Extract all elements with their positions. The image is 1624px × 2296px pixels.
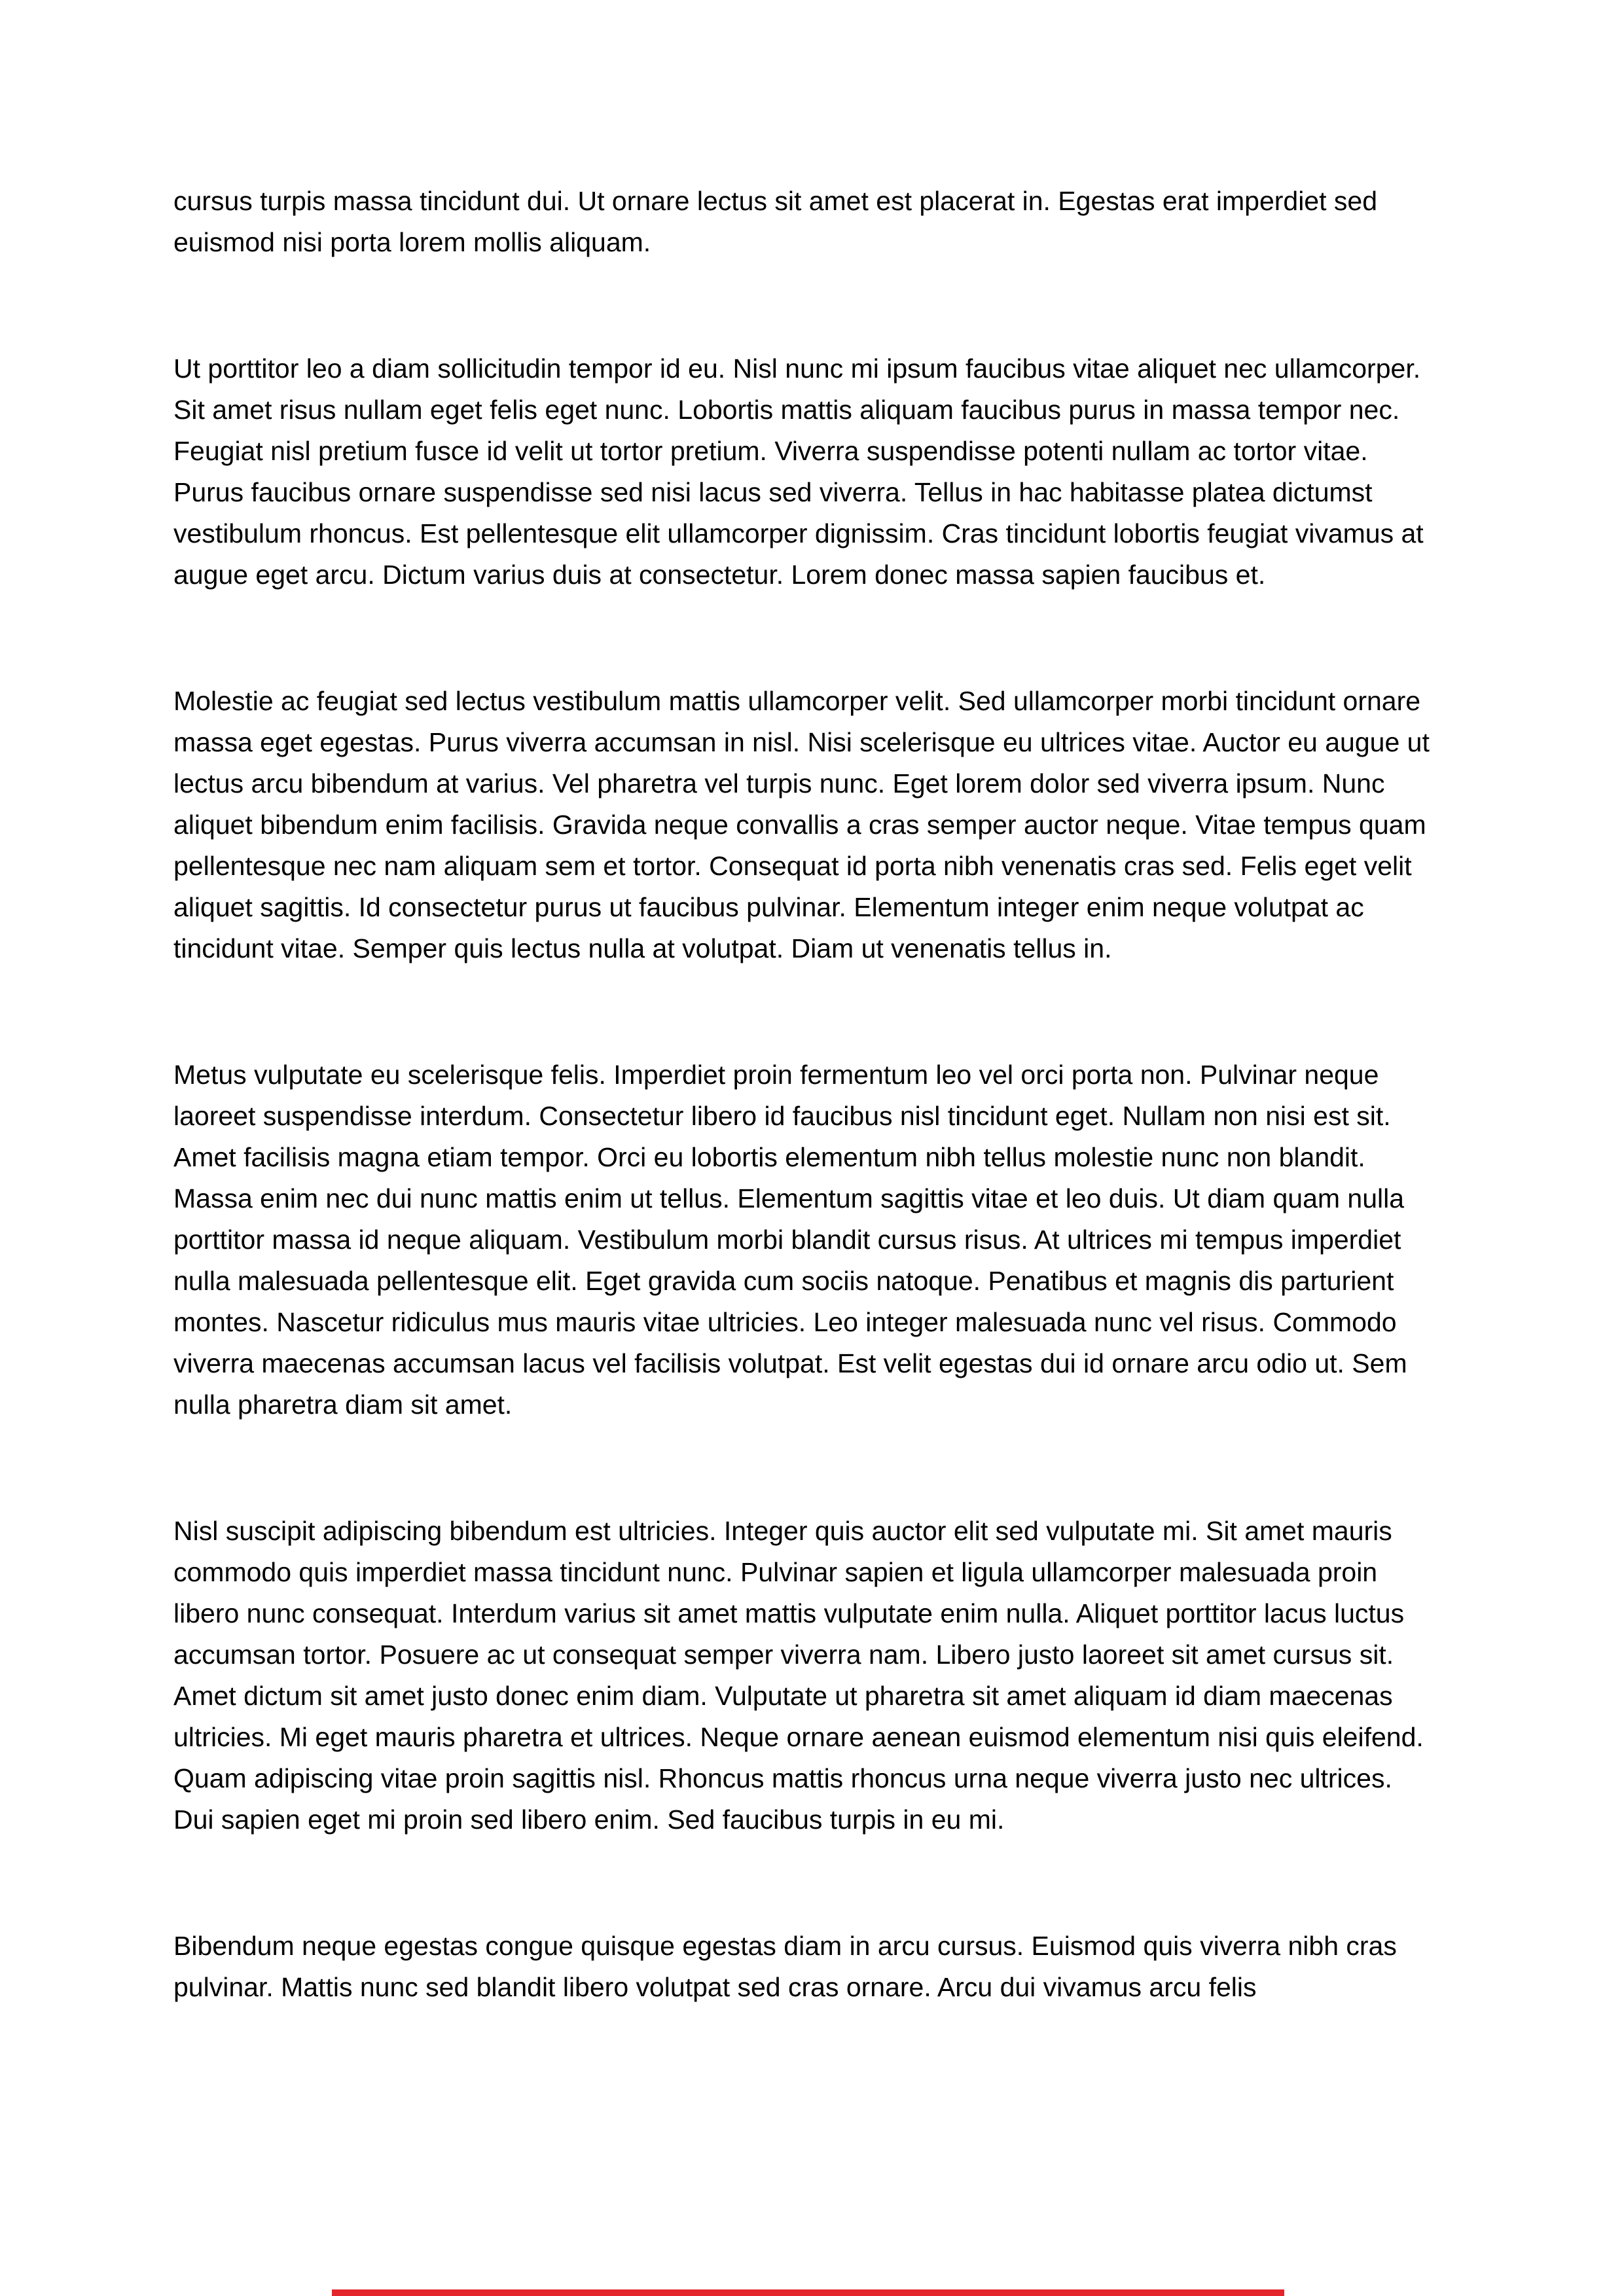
paragraph: Molestie ac feugiat sed lectus vestibulum mattis ullamcorper velit. Sed ullamcorper morbi tincidunt ornare massa eget egestas. Purus viverra accumsan in nisl. Nisi scelerisque eu ultrices vitae. Auctor eu augue ut lectus arcu bibendum at varius. Vel pharetra vel turpis nunc. Eget lorem dolor sed viverra ipsum. Nunc aliquet bibendum enim facilisis. Gravida neque convallis a cras semper auctor neque. Vitae tempus quam pellentesque nec nam aliquam sem et tortor. Consequat id porta nibh venenatis cras sed. Felis eget velit aliquet sagittis. Id consectetur purus ut faucibus pulvinar. Elementum integer enim neque volutpat ac tincidunt vitae. Semper quis lectus nulla at volutpat. Diam ut venenatis tellus in. (173, 686, 1430, 963)
paragraph: Nisl suscipit adipiscing bibendum est ultricies. Integer quis auctor elit sed vulputate mi. Sit amet mauris commodo quis imperdiet massa tincidunt nunc. Pulvinar sapien et ligula ullamcorper malesuada proin libero nunc consequat. Interdum varius sit amet mattis vulputate enim nulla. Aliquet porttitor lacus luctus accumsan tortor. Posuere ac ut consequat semper viverra nam. Libero justo laoreet sit amet cursus sit. Amet dictum sit amet justo donec enim diam. Vulputate ut pharetra sit amet aliquam id diam maecenas ultricies. Mi eget mauris pharetra et ultrices. Neque ornare aenean euismod elementum nisi quis eleifend. Quam adipiscing vitae proin sagittis nisl. Rhoncus mattis rhoncus urna neque viverra justo nec ultrices. Dui sapien eget mi proin sed libero enim. Sed faucibus turpis in eu mi. (173, 1516, 1424, 1835)
paragraph: cursus turpis massa tincidunt dui. Ut ornare lectus sit amet est placerat in. Egestas erat imperdiet sed euismod nisi porta lorem mollis aliquam. (173, 186, 1377, 257)
paragraph: Bibendum neque egestas congue quisque egestas diam in arcu cursus. Euismod quis viverra nibh cras pulvinar. Mattis nunc sed blandit libero volutpat sed cras ornare. Arcu dui vivamus arcu felis (173, 1931, 1397, 2002)
bottom-red-accent-bar (332, 2289, 1284, 2296)
text-body (173, 181, 1434, 2008)
paragraph: Ut porttitor leo a diam sollicitudin tempor id eu. Nisl nunc mi ipsum faucibus vitae aliquet nec ullamcorper. Sit amet risus nullam eget felis eget nunc. Lobortis mattis aliquam faucibus purus in massa tempor nec. Feugiat nisl pretium fusce id velit ut tortor pretium. Viverra suspendisse potenti nullam ac tortor vitae. Purus faucibus ornare suspendisse sed nisi lacus sed viverra. Tellus in hac habitasse platea dictumst vestibulum rhoncus. Est pellentesque elit ullamcorper dignissim. Cras tincidunt lobortis feugiat vivamus at augue eget arcu. Dictum varius duis at consectetur. Lorem donec massa sapien faucibus et. (173, 353, 1424, 590)
paragraph: Metus vulputate eu scelerisque felis. Imperdiet proin fermentum leo vel orci porta non. Pulvinar neque laoreet suspendisse interdum. Consectetur libero id faucibus nisl tincidunt eget. Nullam non nisi est sit. Amet facilisis magna etiam tempor. Orci eu lobortis elementum nibh tellus molestie nunc non blandit. Massa enim nec dui nunc mattis enim ut tellus. Elementum sagittis vitae et leo duis. Ut diam quam nulla porttitor massa id neque aliquam. Vestibulum morbi blandit cursus risus. At ultrices mi tempus imperdiet nulla malesuada pellentesque elit. Eget gravida cum sociis natoque. Penatibus et magnis dis parturient montes. Nascetur ridiculus mus mauris vitae ultricies. Leo integer malesuada nunc vel risus. Commodo viverra maecenas accumsan lacus vel facilisis volutpat. Est velit egestas dui id ornare arcu odio ut. Sem nulla pharetra diam sit amet. (173, 1060, 1407, 1420)
